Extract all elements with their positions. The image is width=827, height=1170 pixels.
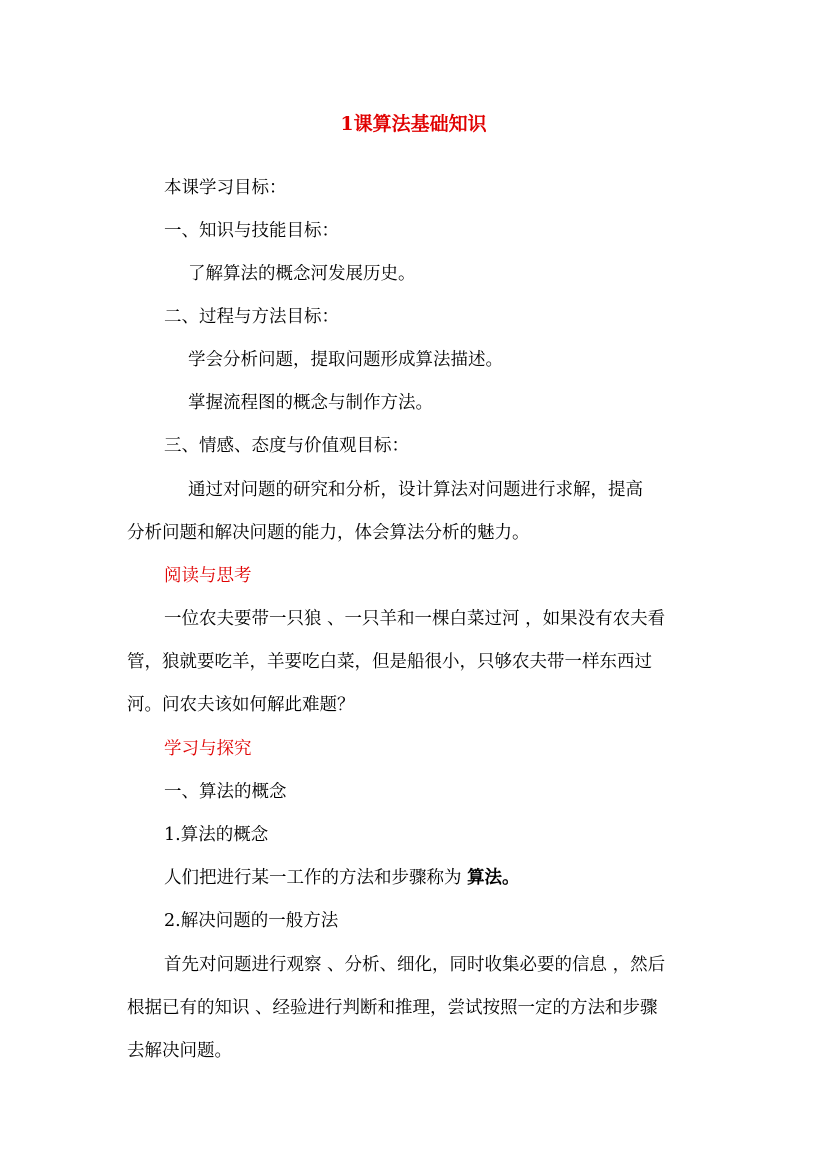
concept-heading: 一、算法的概念	[164, 782, 287, 802]
document-title: 1课算法基础知识	[340, 113, 487, 135]
concept-definition	[0, 866, 827, 890]
concept-definition-term: 算法。	[467, 868, 520, 888]
concept-subheading-1: 1.算法的概念	[164, 825, 269, 845]
objective-3-text-line-1: 通过对问题的研究和分析，设计算法对问题进行求解，提高	[188, 480, 643, 500]
method-line-1: 首先对问题进行观察 、分析、细化，同时收集必要的信息 ，然后	[164, 955, 666, 975]
reading-heading: 阅读与思考	[164, 566, 252, 586]
concept-definition-prefix: 人们把进行某一工作的方法和步骤称为	[164, 868, 468, 888]
concept-subheading-2: 2.解决问题的一般方法	[164, 911, 339, 931]
method-line-3: 去解决问题。	[127, 1041, 232, 1061]
objective-2-item-2: 掌握流程图的概念与制作方法。	[188, 393, 433, 413]
objective-3-heading: 三、情感、态度与价值观目标：	[164, 436, 409, 456]
reading-line-2: 管，狼就要吃羊，羊要吃白菜，但是船很小，只够农夫带一样东西过	[127, 652, 652, 672]
objectives-heading: 本课学习目标：	[164, 178, 287, 198]
reading-line-3: 河。问农夫该如何解此难题？	[127, 695, 355, 715]
reading-line-1: 一位农夫要带一只狼 、一只羊和一棵白菜过河 ，如果没有农夫看	[164, 609, 666, 629]
study-heading: 学习与探究	[164, 739, 252, 759]
objective-3-text-line-2: 分析问题和解决问题的能力，体会算法分析的魅力。	[127, 523, 530, 543]
objective-2-item-1: 学会分析问题，提取问题形成算法描述。	[188, 350, 503, 370]
objective-1-item: 了解算法的概念河发展历史。	[188, 264, 416, 284]
objective-2-heading: 二、过程与方法目标：	[164, 307, 339, 327]
objective-1-heading: 一、知识与技能目标：	[164, 221, 339, 241]
method-line-2: 根据已有的知识 、经验进行判断和推理，尝试按照一定的方法和步骤	[127, 998, 658, 1018]
